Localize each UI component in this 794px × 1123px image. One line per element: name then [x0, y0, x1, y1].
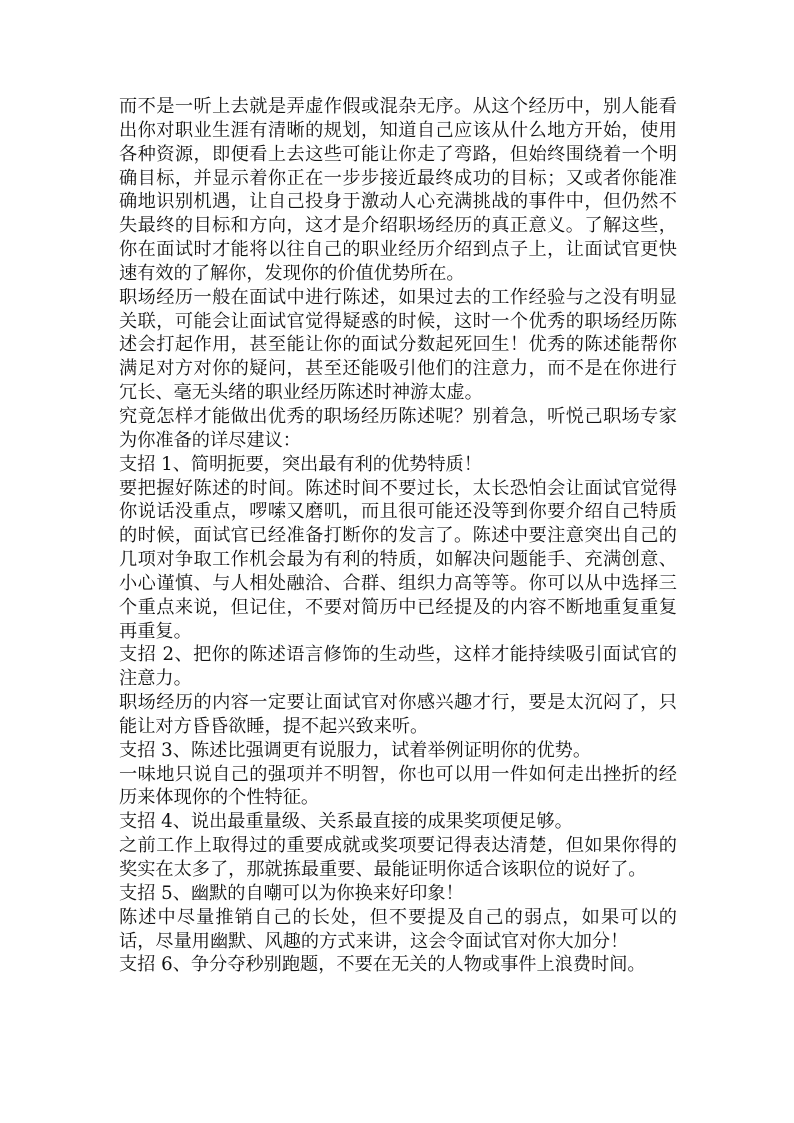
tip-4-body: 之前工作上取得过的重要成就或奖项要记得表达清楚，但如果你得的奖实在太多了，那就拣最重要、最能证明你适合该职位的说好了。	[119, 835, 677, 880]
paragraph-advice-intro: 究竟怎样才能做出优秀的职场经历陈述呢？别着急，听悦己职场专家为你准备的详尽建议：	[119, 405, 677, 451]
tip-3-heading: 支招 3、陈述比强调更有说服力，试着举例证明你的优势。	[119, 739, 592, 761]
document-body	[119, 95, 677, 977]
tip-2-body: 职场经历的内容一定要让面试官对你感兴趣才行，要是太沉闷了，只能让对方昏昏欲睡，提不起兴致来听。	[119, 692, 677, 737]
tip-5-heading: 支招 5、幽默的自嘲可以为你换来好印象！	[119, 882, 464, 904]
tip-2-heading: 支招 2、把你的陈述语言修饰的生动些，这样才能持续吸引面试官的注意力。	[119, 644, 677, 690]
paragraph-career-meaning: 而不是一听上去就是弄虚作假或混杂无序。从这个经历中，别人能看出你对职业生涯有清晰的规划，知道自己应该从什么地方开始，使用各种资源，即便看上去这些可能让你走了弯路，但始终围绕着一个明确目标，并显示着你正在一步步接近最终成功的目标；又或者你能准确地识别机遇，让自己投身于激动人心充满挑战的事件中，但仍然不失最终的目标和方向，这才是介绍职场经历的真正意义。了解这些，你在面试时才能将以往自己的职业经历介绍到点子上，让面试官更快速有效的了解你，发现你的价值优势所在。	[119, 96, 677, 284]
tip-3-body: 一味地只说自己的强项并不明智，你也可以用一件如何走出挫折的经历来体现你的个性特征。	[119, 763, 677, 809]
paragraph-career-statement: 职场经历一般在面试中进行陈述，如果过去的工作经验与之没有明显关联，可能会让面试官觉得疑惑的时候，这时一个优秀的职场经历陈述会打起作用，甚至能让你的面试分数起死回生！优秀的陈述能帮你满足对方对你的疑问，甚至还能吸引他们的注意力，而不是在你进行冗长、毫无头绪的职业经历陈述时神游太虚。	[119, 286, 677, 404]
tip-5-body: 陈述中尽量推销自己的长处，但不要提及自己的弱点，如果可以的话，尽量用幽默、风趣的方式来讲，这会令面试官对你大加分！	[119, 906, 677, 952]
tip-1-body: 要把握好陈述的时间。陈述时间不要过长，太长恐怕会让面试官觉得你说话没重点，啰嗦又磨叽，而且很可能还没等到你要介绍自己特质的时候，面试官已经准备打断你的发言了。陈述中要注意突出自己的几项对争取工作机会最为有利的特质，如解决问题能手、充满创意、小心谨慎、与人相处融洽、合群、组织力高等等。你可以从中选择三个重点来说，但记住，不要对简历中已经提及的内容不断地重复重复再重复。	[119, 477, 677, 642]
tip-4-heading: 支招 4、说出最重量级、关系最直接的成果奖项便足够。	[119, 811, 573, 833]
tip-1-heading: 支招 1、简明扼要，突出最有利的优势特质！	[119, 453, 482, 475]
tip-6-heading: 支招 6、争分夺秒别跑题，不要在无关的人物或事件上浪费时间。	[119, 954, 646, 976]
